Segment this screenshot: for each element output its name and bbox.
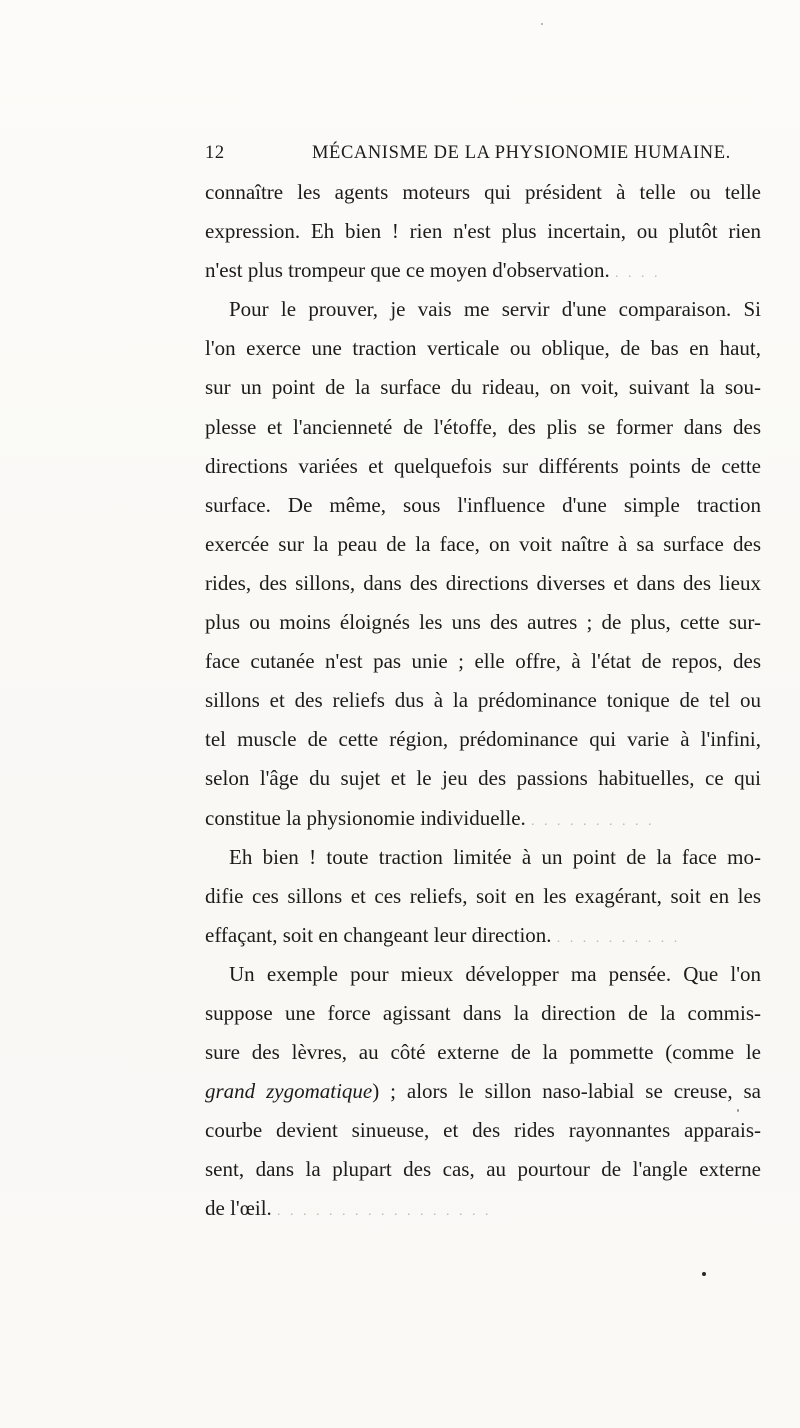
paragraph-fill: . . . . . . . . . . (531, 813, 655, 829)
page-number: 12 (205, 143, 225, 163)
text-line: l'on exerce une traction verticale ou oblique, de bas en haut, (205, 336, 761, 361)
text-line-content: n'est plus trompeur que ce moyen d'observation. (205, 258, 610, 283)
text-line: difie ces sillons et ces reliefs, soit en les exagérant, soit en les (205, 883, 761, 908)
running-title: MÉCANISME DE LA PHYSIONOMIE HUMAINE. (312, 143, 731, 163)
running-head (205, 143, 760, 169)
text-line: rides, des sillons, dans des directions diverses et dans des lieux (205, 570, 761, 595)
paragraph-fill: . . . . . . . . . . . . . . . . . (277, 1204, 492, 1220)
text-line-with-italic: grand zygomatique) ; alors le sillon naso-labial se creuse, sa (205, 1079, 761, 1104)
text-line-content: de l'œil. (205, 1196, 272, 1221)
text-line-content: constitue la physionomie individuelle. (205, 805, 526, 830)
text-line: Eh bien ! toute traction limitée à un point de la face mo- (229, 844, 761, 869)
body-text (205, 173, 761, 1229)
text-line (205, 1189, 761, 1228)
text-line: courbe devient sinueuse, et des rides rayonnantes apparais- (205, 1118, 761, 1143)
italic-term: grand zygomatique (205, 1079, 373, 1104)
text-line: sure des lèvres, au côté externe de la pommette (comme le (205, 1040, 761, 1065)
text-line: expression. Eh bien ! rien n'est plus incertain, ou plutôt rien (205, 219, 761, 244)
text-line (205, 251, 761, 290)
text-line: sur un point de la surface du rideau, on voit, suivant la sou- (205, 375, 761, 400)
paper-speck (737, 1109, 739, 1112)
text-line: sillons et des reliefs dus à la prédominance tonique de tel ou (205, 688, 761, 713)
text-line: exercée sur la peau de la face, on voit naître à sa surface des (205, 531, 761, 556)
text-line (205, 916, 761, 955)
text-line: selon l'âge du sujet et le jeu des passions habituelles, ce qui (205, 766, 761, 791)
text-line: plus ou moins éloignés les uns des autres ; de plus, cette sur- (205, 610, 761, 635)
text-line: suppose une force agissant dans la direction de la commis- (205, 1000, 761, 1025)
paragraph-fill: . . . . (614, 266, 661, 282)
text-line: sent, dans la plupart des cas, au pourtour de l'angle externe (205, 1157, 761, 1182)
text-line: Un exemple pour mieux développer ma pensée. Que l'on (229, 961, 761, 986)
paper-speck (541, 23, 543, 25)
text-line: surface. De même, sous l'influence d'une simple traction (205, 492, 761, 517)
text-line (205, 799, 761, 838)
text-line-content: effaçant, soit en changeant leur direction. (205, 922, 552, 947)
text-line: face cutanée n'est pas unie ; elle offre, à l'état de repos, des (205, 649, 761, 674)
paper-speck (702, 1272, 706, 1276)
text-line: Pour le prouver, je vais me servir d'une comparaison. Si (229, 297, 761, 322)
text-line: connaître les agents moteurs qui président à telle ou telle (205, 180, 761, 204)
paragraph-fill: . . . . . . . . . . (556, 930, 681, 946)
text-line: directions variées et quelquefois sur différents points de cette (205, 453, 761, 478)
text-line: plesse et l'ancienneté de l'étoffe, des plis se former dans des (205, 414, 761, 439)
text-line: tel muscle de cette région, prédominance qui varie à l'infini, (205, 727, 761, 752)
